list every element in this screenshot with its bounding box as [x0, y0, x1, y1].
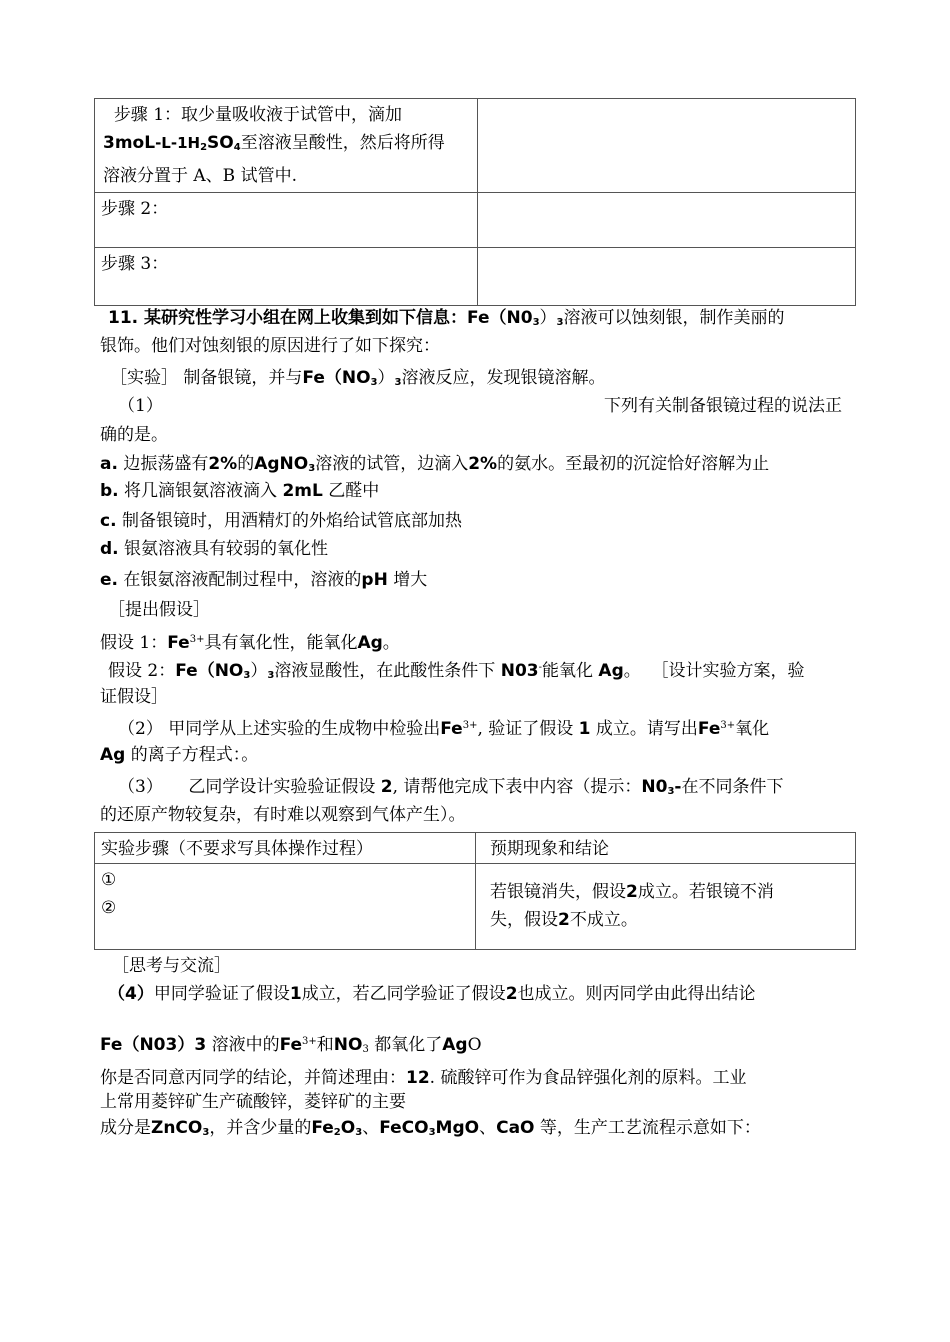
q11-sub1-line: （1） 下列有关制备银镜过程的说法正: [118, 396, 842, 416]
discussion-line-1: （4）甲同学验证了假设1成立，若乙同学验证了假设2也成立。则丙同学由此得出结论: [108, 984, 756, 1004]
design-step-2: ②: [101, 898, 117, 918]
design-result-cell: [476, 864, 856, 950]
design-step-1: ①: [101, 870, 117, 890]
q11-line-2: 银饰。他们对蚀刻银的原因进行了如下探究：: [100, 336, 440, 356]
q11-sub3: （3） 乙同学设计实验验证假设 2, 请帮他完成下表中内容（提示：$N0_3-$在不同条件下: [118, 777, 784, 797]
option-b: b. 将几滴银氨溶液滴入 2mL 乙醛中: [100, 481, 380, 501]
step-2-cell: 步骤 2：: [95, 193, 478, 248]
q11-sub1-line-2: 确的是。: [100, 425, 168, 445]
step-2-result-cell: [478, 193, 856, 248]
design-result-line-1: 若银镜消失，假设2成立。若银镜不消: [490, 882, 774, 902]
discussion-line-3: 你是否同意丙同学的结论，并简述理由：12. 硫酸锌可作为食品锌强化剂的原料。工业: [100, 1068, 747, 1088]
table-row: [95, 248, 856, 306]
discussion-line-2: Fe（N03）3 溶液中的$Fe^{3+}$和$NO_3$ 都氧化了AgO: [100, 1035, 482, 1055]
q11-sub2-line-2: Ag 的离子方程式：。: [100, 745, 259, 765]
design-result-line-2: 失，假设2不成立。: [490, 910, 638, 930]
step-1-line-2: $3moL-L-1H_2SO_4$至溶液呈酸性，然后将所得: [103, 133, 445, 153]
q11-experiment-line: ［实验］ 制备银镜，并与$Fe(NO_3)_3$溶液反应，发现银镜溶解。: [110, 368, 606, 388]
design-steps-cell: [95, 864, 476, 950]
step-3-result-cell: [478, 248, 856, 306]
discussion-heading: ［思考与交流］: [112, 956, 231, 976]
option-d: d. 银氨溶液具有较弱的氧化性: [100, 539, 329, 559]
hypothesis-1: 假设 1：$Fe^{3+}$具有氧化性，能氧化Ag。: [100, 633, 400, 653]
table-row: [95, 99, 856, 193]
q11-sub2: （2） 甲同学从上述实验的生成物中检验出$Fe^{3+}$, 验证了假设 1 成立。请写出$Fe^{3+}$氧化: [118, 719, 770, 739]
design-header-left: 实验步骤（不要求写具体操作过程）: [95, 833, 476, 864]
step-1-line-3: 溶液分置于 A、B 试管中.: [103, 166, 297, 186]
table-row: [95, 864, 856, 950]
design-table: [94, 832, 856, 950]
hypothesis-heading: ［提出假设］: [108, 600, 210, 620]
option-a: a. 边振荡盛有2%的AgNO$_3$溶液的试管，边滴入2%的氨水。至最初的沉淀恰好溶解为止: [100, 454, 770, 474]
step-3-cell: 步骤 3：: [95, 248, 478, 306]
table-row: [95, 833, 856, 864]
q11-line-1: 11. 某研究性学习小组在网上收集到如下信息：$Fe(N0_3)_3$溶液可以蚀刻银，制作美丽的: [108, 308, 785, 328]
q11-sub3-line-2: 的还原产物较复杂，有时难以观察到气体产生）。: [100, 805, 466, 825]
step-1-result-cell: [478, 99, 856, 193]
table-row: [95, 193, 856, 248]
option-e: e. 在银氨溶液配制过程中，溶液的pH 增大: [100, 570, 428, 590]
option-c: c. 制备银镜时，用酒精灯的外焰给试管底部加热: [100, 511, 462, 531]
design-header-right: 预期现象和结论: [476, 833, 856, 864]
hypothesis-2: 假设 2：$Fe(NO_3)_3$溶液显酸性，在此酸性条件下 N03-能氧化 Ag。 ［设计实验方案，验: [108, 661, 805, 681]
q12-line-2: 上常用菱锌矿生产硫酸锌，菱锌矿的主要: [100, 1092, 406, 1112]
steps-table: [94, 98, 856, 306]
step-1-cell: [95, 99, 478, 193]
q12-line-3: 成分是ZnCO$_3$，并含少量的$Fe_2O_3$、FeCO$_3$MgO、CaO 等，生产工艺流程示意如下：: [100, 1118, 761, 1138]
hypothesis-2-line-2: 证假设］: [100, 687, 168, 707]
step-1-line-1: 步骤 1：取少量吸收液于试管中，滴加: [113, 105, 403, 125]
